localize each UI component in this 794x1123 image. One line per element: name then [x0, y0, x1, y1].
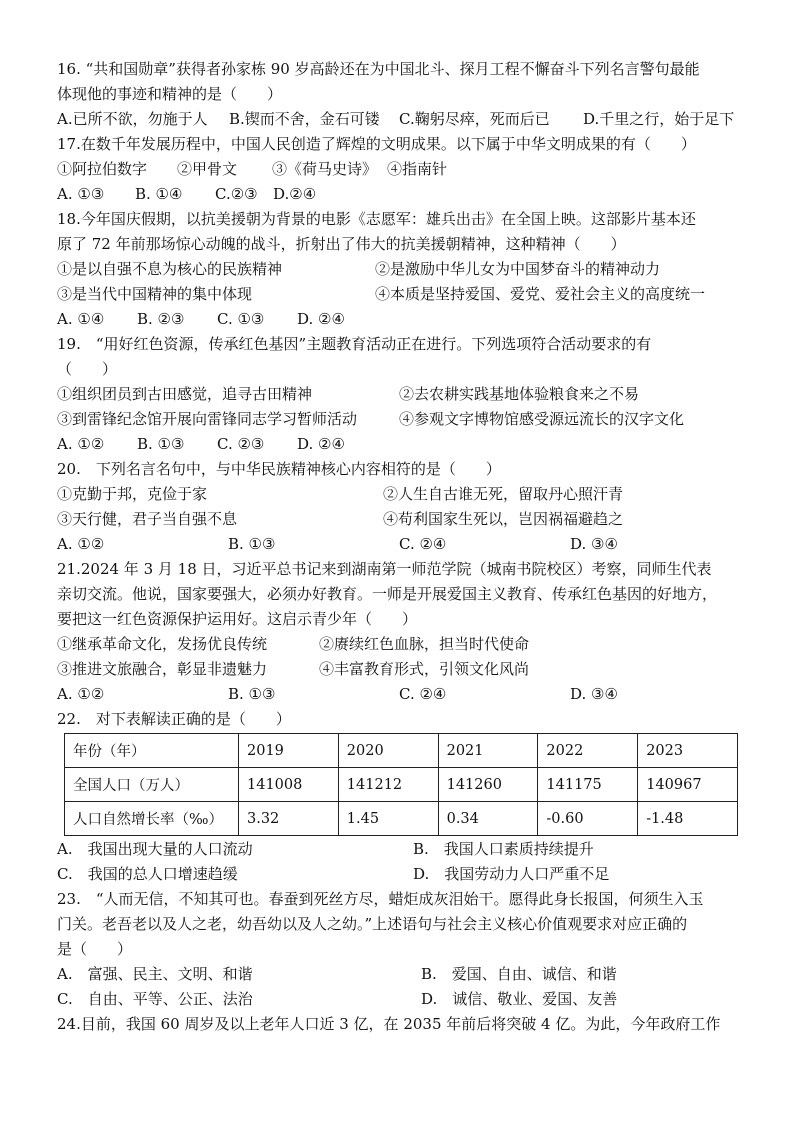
q20-option-a: A. ①② [57, 535, 105, 553]
q22-option-d: D. 我国劳动力人口严重不足 [413, 865, 610, 883]
q18-options [57, 307, 741, 332]
q18-item-1: ①是以自强不息为核心的民族精神 [57, 260, 283, 278]
table-header-row [65, 734, 738, 768]
q17-item-4: ④指南针 [387, 160, 448, 178]
q21-item-4: ④丰富教育形式，引领文化风尚 [319, 660, 530, 678]
q20-item-2: ②人生自古谁无死，留取丹心照汗青 [383, 485, 624, 503]
q17-option-b: B. ①④ [135, 185, 183, 203]
q18-item-2: ②是激励中华儿女为中国梦奋斗的精神动力 [375, 260, 661, 278]
q18-stem-line1: 18.今年国庆假期，以抗美援朝为背景的电影《志愿军：雄兵出击》在全国上映。这部影片基本还 [57, 210, 696, 228]
q23-stem-line3: 是（ ） [57, 940, 133, 958]
q16-option-d: D.千里之行，始于足下 [583, 110, 735, 128]
q19-option-b: B. ①③ [137, 435, 185, 453]
q21-item-3: ③推进文旅融合，彰显非遗魅力 [57, 660, 268, 678]
q20-stem: 20. 下列名言名句中，与中华民族精神核心内容相符的是（ ） [57, 460, 501, 478]
table-cell: 2020 [338, 734, 438, 768]
q18-item-3: ③是当代中国精神的集中体现 [57, 285, 253, 303]
table-cell: 3.32 [239, 802, 339, 836]
table-cell: 全国人口（万人） [65, 768, 239, 802]
q18-items-row1 [57, 257, 741, 282]
q21-option-a: A. ①② [57, 685, 105, 703]
q19-stem-line1: 19. “用好红色资源，传承红色基因”主题教育活动正在进行。下列选项符合活动要求的有 [57, 335, 652, 353]
exam-page [57, 57, 741, 1037]
q23-stem-line2: 门关。老吾老以及人之老，幼吾幼以及人之幼。”上述语句与社会主义核心价值观要求对应正确的 [57, 915, 688, 933]
table-cell: 2023 [638, 734, 738, 768]
q18-item-4: ④本质是坚持爱国、爱党、爱社会主义的高度统一 [375, 285, 706, 303]
q19-item-4: ④参观文字博物馆感受源远流长的汉字文化 [399, 410, 685, 428]
q23-option-d: D. 诚信、敬业、爱国、友善 [421, 990, 618, 1008]
table-cell: 141175 [538, 768, 638, 802]
q21-stem-line2: 亲切交流。他说，国家要强大，必须办好教育。一师是开展爱国主义教育、传承红色基因的好地方， [57, 585, 718, 603]
q17-option-d: D.②④ [273, 185, 317, 203]
q21-option-d: D. ③④ [570, 685, 618, 703]
q19-item-2: ②去农耕实践基地体验粮食来之不易 [399, 385, 640, 403]
population-table [64, 733, 738, 836]
q20-option-d: D. ③④ [570, 535, 618, 553]
q19-option-c: C. ②③ [217, 435, 265, 453]
q21-items-row2 [57, 657, 741, 682]
q21-option-c: C. ②④ [399, 685, 447, 703]
table-row [65, 768, 738, 802]
q21-items-row1 [57, 632, 741, 657]
q20-item-1: ①克勤于邦，克俭于家 [57, 485, 208, 503]
q17-option-c: C.②③ [215, 185, 258, 203]
q17-item-2: ②甲骨文 [177, 160, 238, 178]
q20-items-row1 [57, 482, 741, 507]
table-cell: 141008 [239, 768, 339, 802]
q17-item-3: ③《荷马史诗》 [272, 160, 378, 178]
q20-options [57, 532, 741, 557]
q18-option-d: D. ②④ [297, 310, 345, 328]
q22-options-row2 [57, 862, 741, 887]
q17-items [57, 157, 741, 182]
table-row [65, 802, 738, 836]
q16-option-a: A.已所不欲，勿施于人 [57, 110, 208, 128]
q23-stem-line1: 23. “人而无信，不知其可也。春蚕到死丝方尽，蜡炬成灰泪始干。愿得此身长报国，何须生入玉 [57, 890, 704, 908]
q17-option-a: A. ①③ [57, 185, 105, 203]
q23-options-row2 [57, 987, 741, 1012]
table-cell: 2022 [538, 734, 638, 768]
q18-stem-line2: 原了 72 年前那场惊心动魄的战斗，折射出了伟大的抗美援朝精神，这种精神（ ） [57, 235, 626, 253]
q20-item-3: ③天行健，君子当自强不息 [57, 510, 238, 528]
q20-option-c: C. ②④ [399, 535, 447, 553]
q19-options [57, 432, 741, 457]
q23-option-b: B. 爱国、自由、诚信、和谐 [421, 965, 617, 983]
q24-stem-line1: 24.目前，我国 60 周岁及以上老年人口近 3 亿，在 2035 年前后将突破 4 亿。为此，今年政府工作 [57, 1015, 721, 1033]
q19-item-3: ③到雷锋纪念馆开展向雷锋同志学习暂师活动 [57, 410, 358, 428]
q21-item-2: ②赓续红色血脉，担当时代使命 [319, 635, 530, 653]
q18-option-b: B. ②③ [137, 310, 185, 328]
q22-option-b: B. 我国人口素质持续提升 [413, 840, 594, 858]
q16-option-b: B.锲而不舍，金石可镂 [229, 110, 380, 128]
table-cell: 0.34 [438, 802, 538, 836]
q21-stem-line1: 21.2024 年 3 月 18 日，习近平总书记来到湖南第一师范学院（城南书院校区）考察，同师生代表 [57, 560, 712, 578]
q16-stem-line1: 16. “共和国勋章”获得者孙家栋 90 岁高龄还在为中国北斗、探月工程不懈奋斗下列名言警句最能 [57, 60, 700, 78]
q18-option-c: C. ①③ [217, 310, 265, 328]
q16-stem-line2: 体现他的事迹和精神的是（ ） [57, 85, 283, 103]
table-cell: 141212 [338, 768, 438, 802]
q19-option-a: A. ①② [57, 435, 105, 453]
q19-items-row2 [57, 407, 741, 432]
q16-option-c: C.鞠躬尽瘁，死而后已 [399, 110, 550, 128]
q17-stem: 17.在数千年发展历程中，中国人民创造了辉煌的文明成果。以下属于中华文明成果的有（ ） [57, 135, 696, 153]
table-cell: -0.60 [538, 802, 638, 836]
table-cell: 人口自然增长率（‰） [65, 802, 239, 836]
q17-item-1: ①阿拉伯数字 [57, 160, 148, 178]
q19-stem-line2: （ ） [57, 360, 118, 378]
q18-option-a: A. ①④ [57, 310, 105, 328]
table-cell: -1.48 [638, 802, 738, 836]
q20-items-row2 [57, 507, 741, 532]
q23-option-a: A. 富强、民主、文明、和谐 [57, 965, 253, 983]
q17-options [57, 182, 741, 207]
q19-item-1: ①组织团员到古田感觉，追寻古田精神 [57, 385, 313, 403]
table-cell: 141260 [438, 768, 538, 802]
q18-items-row2 [57, 282, 741, 307]
q16-options [57, 107, 741, 132]
table-cell: 1.45 [338, 802, 438, 836]
q21-options [57, 682, 741, 707]
q23-option-c: C. 自由、平等、公正、法治 [57, 990, 253, 1008]
q22-option-c: C. 我国的总人口增速趋缓 [57, 865, 238, 883]
table-cell: 2021 [438, 734, 538, 768]
q20-option-b: B. ①③ [228, 535, 276, 553]
table-cell: 年份（年） [65, 734, 239, 768]
q22-options-row1 [57, 837, 741, 862]
table-cell: 140967 [638, 768, 738, 802]
q19-items-row1 [57, 382, 741, 407]
table-cell: 2019 [239, 734, 339, 768]
q21-option-b: B. ①③ [228, 685, 276, 703]
q22-option-a: A. 我国出现大量的人口流动 [57, 840, 253, 858]
q23-options-row1 [57, 962, 741, 987]
q20-item-4: ④苟利国家生死以，岂因祸福避趋之 [383, 510, 624, 528]
q21-item-1: ①继承革命文化，发扬优良传统 [57, 635, 268, 653]
q19-option-d: D. ②④ [297, 435, 345, 453]
q21-stem-line3: 要把这一红色资源保护运用好。这启示青少年（ ） [57, 610, 418, 628]
q22-stem: 22. 对下表解读正确的是（ ） [57, 710, 291, 728]
